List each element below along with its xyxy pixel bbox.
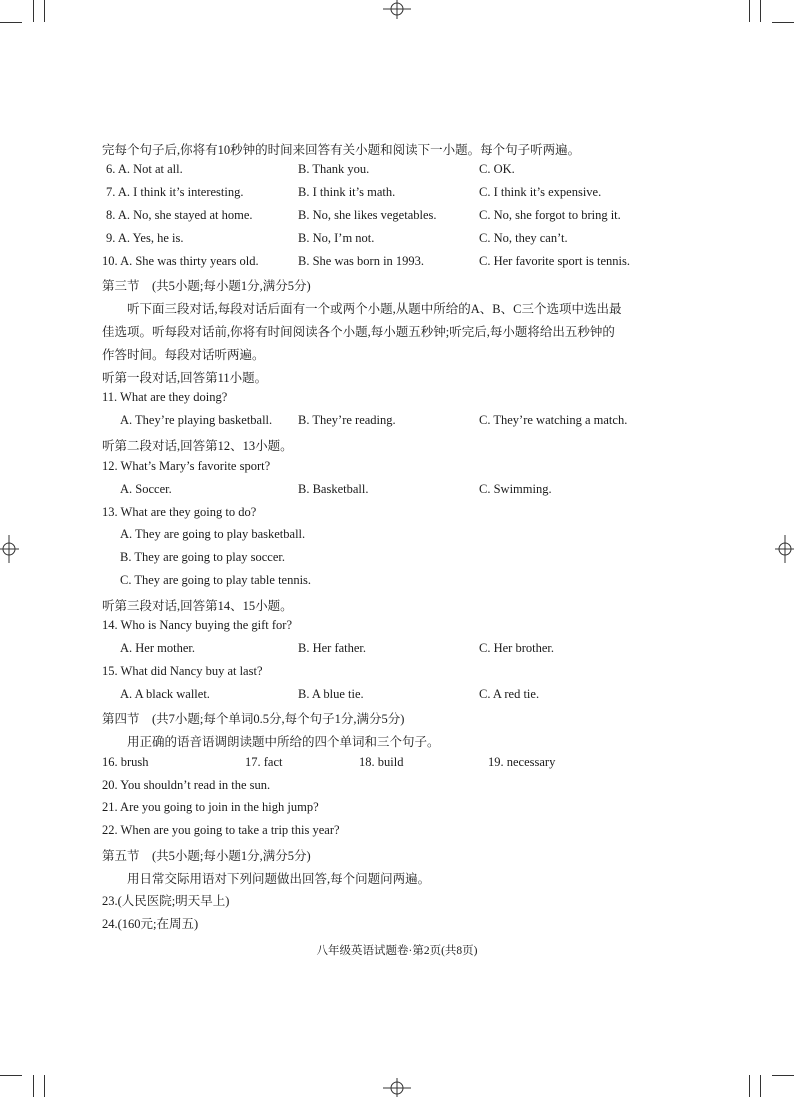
page-footer: 八年级英语试题卷·第2页(共8页) <box>316 945 478 957</box>
question-stem: 14. Who is Nancy buying the gift for? <box>102 618 293 632</box>
instruction-continuation: 完每个句子后,你将有10秒钟的时间来回答有关小题和阅读下一小题。每个句子听两遍。 <box>102 143 581 157</box>
question-stem: 15. What did Nancy buy at last? <box>102 664 263 678</box>
word-16: 16. brush <box>102 755 149 769</box>
option-b: B. No, she likes vegetables. <box>298 208 437 222</box>
option-b: B. Thank you. <box>298 162 370 176</box>
option-c: C. No, she forgot to bring it. <box>479 208 621 222</box>
option-a: 8. A. No, she stayed at home. <box>106 208 253 222</box>
word-18: 18. build <box>359 755 404 769</box>
dialogue-1-note: 听第一段对话,回答第11小题。 <box>102 371 268 385</box>
question-stem: 13. What are they going to do? <box>102 505 257 519</box>
option-a: 9. A. Yes, he is. <box>106 231 184 245</box>
section-3-instruction-line-3: 作答时间。每段对话听两遍。 <box>102 348 265 362</box>
option-a: A. They’re playing basketball. <box>120 413 273 427</box>
registration-mark-left <box>0 533 20 565</box>
option-c: C. Her favorite sport is tennis. <box>479 254 631 268</box>
section-3-heading: 第三节 (共5小题;每小题1分,满分5分) <box>102 279 311 293</box>
word-17: 17. fact <box>245 755 283 769</box>
option-b: B. She was born in 1993. <box>298 254 425 268</box>
option-c: C. Swimming. <box>479 482 552 496</box>
question-stem: 11. What are they doing? <box>102 390 228 404</box>
option-c: C. They are going to play table tennis. <box>120 573 312 587</box>
registration-mark-bottom <box>381 1077 413 1097</box>
option-c: C. They’re watching a match. <box>479 413 628 427</box>
option-a: A. Soccer. <box>120 482 172 496</box>
option-b: B. Basketball. <box>298 482 369 496</box>
option-a: A. A black wallet. <box>120 687 210 701</box>
sentence-20: 20. You shouldn’t read in the sun. <box>102 778 271 792</box>
option-c: C. No, they can’t. <box>479 231 568 245</box>
word-19: 19. necessary <box>488 755 556 769</box>
question-stem: 12. What’s Mary’s favorite sport? <box>102 459 271 473</box>
option-a: A. They are going to play basketball. <box>120 527 306 541</box>
option-b: B. They’re reading. <box>298 413 396 427</box>
question-23: 23.(人民医院;明天早上) <box>102 894 230 908</box>
section-3-instruction-line-1: 听下面三段对话,每段对话后面有一个或两个小题,从题中所给的A、B、C三个选项中选出最 <box>127 302 622 316</box>
section-5-heading: 第五节 (共5小题;每小题1分,满分5分) <box>102 849 311 863</box>
registration-mark-right <box>774 533 794 565</box>
section-3-instruction-line-2: 佳选项。听每段对话前,你将有时间阅读各个小题,每小题五秒钟;听完后,每小题将给出五秒钟的 <box>102 325 615 339</box>
option-a: A. Her mother. <box>120 641 195 655</box>
question-24: 24.(160元;在周五) <box>102 917 199 931</box>
option-a: 10. A. She was thirty years old. <box>102 254 259 268</box>
option-c: C. Her brother. <box>479 641 554 655</box>
option-c: C. A red tie. <box>479 687 540 701</box>
sentence-21: 21. Are you going to join in the high jump? <box>102 800 319 814</box>
option-b: B. I think it’s math. <box>298 185 396 199</box>
sentence-22: 22. When are you going to take a trip this year? <box>102 823 340 837</box>
option-b: B. They are going to play soccer. <box>120 550 286 564</box>
option-b: B. Her father. <box>298 641 367 655</box>
dialogue-2-note: 听第二段对话,回答第12、13小题。 <box>102 439 293 453</box>
dialogue-3-note: 听第三段对话,回答第14、15小题。 <box>102 599 293 613</box>
registration-mark-top <box>381 0 413 20</box>
option-a: 6. A. Not at all. <box>106 162 183 176</box>
section-5-instruction: 用日常交际用语对下列问题做出回答,每个问题问两遍。 <box>127 872 431 886</box>
option-a: 7. A. I think it’s interesting. <box>106 185 244 199</box>
option-b: B. No, I’m not. <box>298 231 375 245</box>
option-c: C. OK. <box>479 162 515 176</box>
option-c: C. I think it’s expensive. <box>479 185 602 199</box>
option-b: B. A blue tie. <box>298 687 364 701</box>
section-4-instruction: 用正确的语音语调朗读题中所给的四个单词和三个句子。 <box>127 735 440 749</box>
section-4-heading: 第四节 (共7小题;每个单词0.5分,每个句子1分,满分5分) <box>102 712 405 726</box>
